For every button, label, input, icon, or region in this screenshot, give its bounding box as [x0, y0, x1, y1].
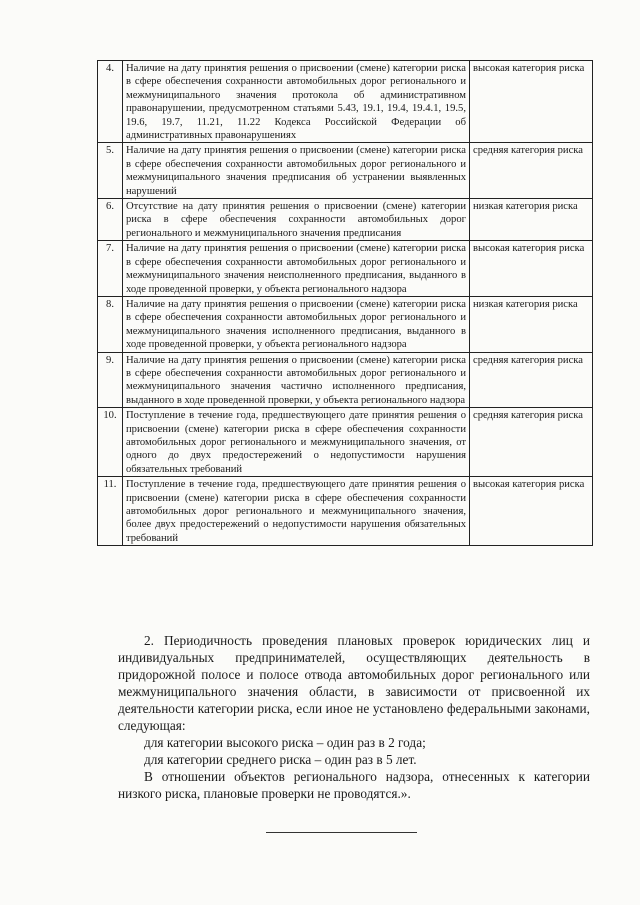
periodicity-section — [118, 632, 590, 802]
risk-category: высокая категория риска — [470, 241, 593, 297]
row-number: 9. — [98, 352, 123, 408]
table-row — [98, 477, 593, 546]
table-row — [98, 408, 593, 477]
risk-category: низкая категория риска — [470, 199, 593, 241]
row-number: 7. — [98, 241, 123, 297]
high-risk-frequency: для категории высокого риска – один раз в 2 года; — [144, 735, 426, 750]
low-risk-paragraph: В отношении объектов регионального надзора, отнесенных к категории низкого риска, плановые проверки не проводятся.». — [118, 769, 590, 801]
risk-category: низкая категория риска — [470, 296, 593, 352]
table-row — [98, 199, 593, 241]
risk-criterion: Поступление в течение года, предшествующего дате принятия решения о присвоении (смене) категории риска в сфере обеспечения сохранности автомобильных дорог регионального и межмуниципального значения, от одного до двух предостережений о недопустимости нарушения обязательных требований — [123, 408, 470, 477]
risk-category: средняя категория риска — [470, 352, 593, 408]
table-row — [98, 61, 593, 143]
risk-category: средняя категория риска — [470, 408, 593, 477]
table-row — [98, 143, 593, 199]
row-number: 8. — [98, 296, 123, 352]
risk-criterion: Наличие на дату принятия решения о присвоении (смене) категории риска в сфере обеспечения сохранности автомобильных дорог регионального и межмуниципального значения предписания об устранении выявленных нарушений — [123, 143, 470, 199]
closing-rule — [266, 832, 417, 833]
periodicity-paragraph: 2. Периодичность проведения плановых проверок юридических лиц и индивидуальных предпринимателей, осуществляющих деятельность в придорожной полосе и полосе отвода автомобильных дорог регионального или межмуниципального значения области, в зависимости от присвоенной их деятельности категории риска, если иное не установлено федеральными законами, следующая: — [118, 633, 590, 733]
row-number: 6. — [98, 199, 123, 241]
row-number: 5. — [98, 143, 123, 199]
row-number: 11. — [98, 477, 123, 546]
risk-criteria-table — [97, 60, 593, 546]
risk-criterion: Наличие на дату принятия решения о присвоении (смене) категории риска в сфере обеспечения сохранности автомобильных дорог регионального и межмуниципального значения исполненного предписания, выданного в ходе проведенной проверки, у объекта регионального надзора — [123, 296, 470, 352]
risk-category: высокая категория риска — [470, 477, 593, 546]
row-number: 10. — [98, 408, 123, 477]
table-row — [98, 352, 593, 408]
medium-risk-frequency: для категории среднего риска – один раз в 5 лет. — [144, 752, 417, 767]
risk-category: средняя категория риска — [470, 143, 593, 199]
risk-criterion: Поступление в течение года, предшествующего дате принятия решения о присвоении (смене) категории риска в сфере обеспечения сохранности автомобильных дорог регионального и межмуниципального значения, более двух предостережений о недопустимости нарушения обязательных требований — [123, 477, 470, 546]
risk-criterion: Отсутствие на дату принятия решения о присвоении (смене) категории риска в сфере обеспечения сохранности автомобильных дорог регионального и межмуниципального значения предписания — [123, 199, 470, 241]
risk-criterion: Наличие на дату принятия решения о присвоении (смене) категории риска в сфере обеспечения сохранности автомобильных дорог регионального и межмуниципального значения частично исполненного предписания, выданного в ходе проведенной проверки, у объекта регионального надзора — [123, 352, 470, 408]
row-number: 4. — [98, 61, 123, 143]
table-row — [98, 296, 593, 352]
risk-criterion: Наличие на дату принятия решения о присвоении (смене) категории риска в сфере обеспечения сохранности автомобильных дорог регионального и межмуниципального значения неисполненного предписания, выданного в ходе проведенной проверки, у объекта регионального надзора — [123, 241, 470, 297]
table-row — [98, 241, 593, 297]
risk-criterion: Наличие на дату принятия решения о присвоении (смене) категории риска в сфере обеспечения сохранности автомобильных дорог регионального и межмуниципального значения протокола об административном правонарушении, предусмотренном статьями 5.43, 19.1, 19.4, 19.4.1, 19.5, 19.6, 19.7, 11.21, 11.22 Кодекса Российской Федерации об административных правонарушениях — [123, 61, 470, 143]
risk-category: высокая категория риска — [470, 61, 593, 143]
